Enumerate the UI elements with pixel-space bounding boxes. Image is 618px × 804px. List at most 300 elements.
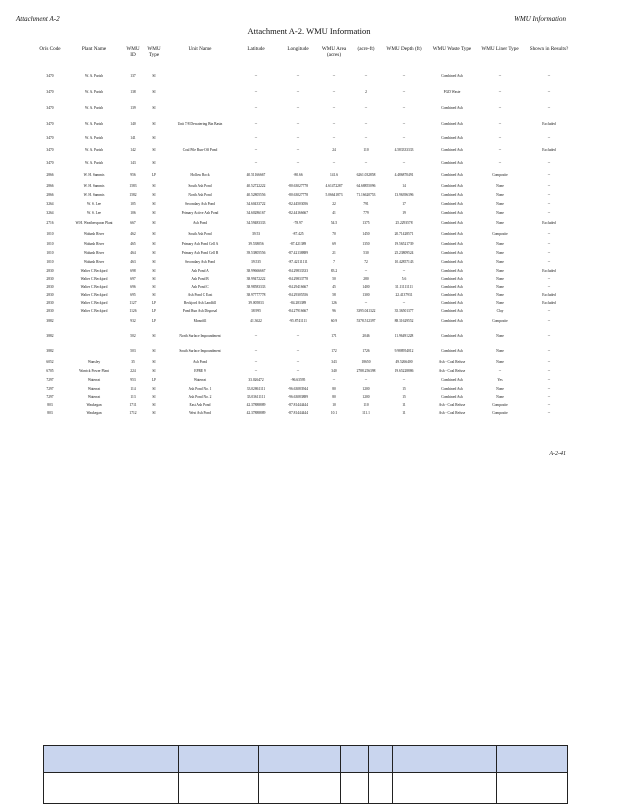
table-row [34, 275, 578, 283]
table-cell: Ash Pond No. 1 [188, 387, 212, 391]
table-cell: 2788.256398 [356, 369, 376, 373]
table-cell: 4.486870491 [394, 173, 414, 177]
table-cell [66, 327, 122, 345]
table-cell: SI [152, 121, 156, 126]
table-cell: SI [152, 349, 156, 353]
table-cell: Clay [496, 309, 504, 313]
table-row [34, 68, 578, 84]
table-cell: -- [254, 136, 258, 140]
table-cell: Ash - Coal Refuse [438, 403, 466, 407]
table-cell: South Surface Impoundment [179, 349, 221, 353]
table-cell: Excluded [542, 148, 556, 152]
table-cell: -- [332, 90, 336, 94]
table-cell: None [496, 268, 504, 273]
table-cell: W. A. Parish [84, 90, 104, 94]
table-cell: 3470 [46, 105, 54, 110]
table-cell: W. H. Sammis [83, 192, 105, 197]
table-cell: 64.68855096 [356, 183, 376, 188]
table-cell: 465 [130, 241, 136, 246]
table-cell: -- [547, 183, 551, 188]
table-cell: -87.81444444 [287, 411, 309, 415]
table-cell: 1126 [129, 309, 137, 313]
table-cell: 34.59483333 [246, 221, 266, 225]
table-cell: -- [547, 74, 551, 78]
table-cell: 9.988954012 [394, 349, 414, 353]
table-cell: 956 [130, 173, 136, 177]
table-cell: Ash Pond C East [187, 293, 213, 297]
table-cell: -87.81444444 [287, 403, 309, 407]
table-cell: Combined Ash [441, 201, 463, 206]
table-cell: -- [547, 369, 551, 373]
table-cell: 38.98583333 [246, 285, 266, 289]
table-cell: -95.8741111 [289, 319, 307, 323]
table-cell: 34.60433722 [246, 201, 266, 206]
table-cell: 3264 [46, 201, 54, 206]
table-row [34, 132, 578, 144]
table-cell: -- [547, 210, 551, 215]
table-cell: 3470 [46, 90, 54, 94]
table-cell: -- [296, 136, 300, 140]
table-cell: 39.53805556 [246, 250, 266, 255]
table-cell: 4.61472287 [325, 183, 343, 188]
table-cell: 106 [130, 210, 136, 215]
table-cell: -- [547, 360, 551, 364]
bottom-cell [393, 773, 497, 804]
table-cell: 2716 [46, 221, 54, 225]
table-cell: 503 [130, 349, 136, 353]
table-cell: -- [364, 74, 368, 78]
table-cell: -- [332, 378, 336, 382]
table-cell: Combined Ash [441, 349, 463, 353]
table-cell: 111.1 [362, 411, 370, 415]
table-cell: 2866 [46, 183, 54, 188]
table-cell: 3470 [46, 74, 54, 78]
table-cell: None [496, 277, 504, 281]
table-cell: Walter C Beckjord [80, 277, 108, 281]
table-cell: 39.538056 [248, 241, 264, 246]
table-cell: 2830 [46, 293, 54, 297]
table-row [34, 208, 578, 217]
table-cell: 3470 [46, 148, 54, 152]
running-header-left: Attachment A-2 [16, 15, 60, 23]
table-cell: 1010 [46, 250, 54, 255]
table-cell: 1726 [362, 349, 370, 353]
table-cell: Composite [492, 319, 508, 323]
table-cell: FGD Waste [443, 90, 461, 94]
table-cell: 3470 [46, 121, 54, 126]
table-cell: Combined Ash [441, 277, 463, 281]
table-cell: Walter C Beckjord [80, 293, 108, 297]
table-cell: SI [152, 136, 156, 140]
table-row [34, 357, 578, 367]
table-cell: 38.99666667 [246, 268, 266, 273]
table-cell: W. A. Parish [84, 148, 104, 152]
table-cell: Combined Ash [441, 241, 463, 246]
table-cell: -96.63083889 [287, 395, 309, 399]
table-cell: 4.583333333 [394, 148, 414, 152]
table-cell: None [496, 250, 504, 255]
table-cell: Primary Active Ash Pond [181, 210, 219, 215]
table-cell: 38.99472222 [246, 277, 266, 281]
table-cell: -82.44166667 [287, 210, 309, 215]
table-cell [164, 132, 236, 144]
table-cell [164, 68, 236, 84]
table-cell: 69 [332, 241, 336, 246]
table-cell: 280 [363, 277, 369, 281]
table-cell: -- [547, 395, 551, 399]
table-cell: -96.63083944 [287, 387, 309, 391]
table-cell: Combined Ash [441, 121, 463, 126]
table-row [34, 239, 578, 248]
table-cell: Yes [497, 378, 503, 382]
table-cell: Ash Pond B [191, 277, 209, 281]
table-cell: 1400 [362, 285, 370, 289]
table-cell: 138 [130, 90, 136, 94]
table-cell: 38.995 [251, 309, 261, 313]
table-row [34, 84, 578, 100]
table-cell: None [496, 192, 504, 197]
table-cell: -- [332, 121, 336, 126]
table-cell: -- [547, 349, 551, 353]
table-cell: SI [152, 74, 156, 78]
table-cell: 58 [332, 293, 336, 297]
table-cell: 110 [363, 148, 369, 152]
table-cell: 6052 [46, 360, 54, 364]
column-header: WMU Type [147, 46, 161, 58]
table-cell: 22 [332, 201, 336, 206]
table-cell: Wabash River [83, 259, 105, 264]
table-cell: -- [498, 74, 502, 78]
table-cell: -- [547, 90, 551, 94]
table-cell: SI [152, 241, 156, 246]
table-cell: 5.6 [401, 277, 407, 281]
table-cell: -87.42138889 [287, 250, 309, 255]
table-cell: 15 [402, 395, 406, 399]
table-cell: 1582 [129, 192, 137, 197]
table-cell: Excluded [542, 268, 556, 273]
table-cell: 105 [130, 201, 136, 206]
table-cell: -- [498, 148, 502, 152]
bottom-cell [44, 773, 179, 804]
table-cell: 5.06641873 [325, 192, 343, 197]
table-row [34, 327, 578, 345]
bottom-cell [497, 773, 568, 804]
table-cell: -- [364, 160, 368, 165]
table-row [34, 190, 578, 199]
table-cell: 33.03611111 [246, 395, 266, 399]
page-title: Attachment A-2. WMU Information [247, 26, 371, 36]
table-cell: -84.29833778 [287, 277, 309, 281]
table-cell: Waterrat [87, 395, 101, 399]
table-cell: Beckjord Ash Landfill [183, 301, 217, 305]
table-body [34, 68, 578, 417]
table-cell: 35.36501377 [394, 309, 414, 313]
table-cell: Ash - Coal Refuse [438, 369, 466, 373]
table-cell: 21 [332, 250, 336, 255]
table-cell: Combined Ash [441, 183, 463, 188]
table-cell: 2830 [46, 309, 54, 313]
table-row [34, 144, 578, 156]
running-header-right: WMU Information [514, 15, 566, 23]
column-header: WMU Depth (ft) [386, 46, 422, 52]
table-cell: Combined Ash [441, 309, 463, 313]
table-cell: Combined Ash [441, 395, 463, 399]
table-cell: None [496, 395, 504, 399]
table-cell: None [496, 301, 504, 305]
table-cell: 1010 [46, 259, 54, 264]
table-cell: 18650 [361, 360, 371, 364]
table-cell: 1200 [362, 395, 370, 399]
table-cell: 96 [332, 309, 336, 313]
table-cell: Pond Run Ash Disposal [182, 309, 218, 313]
table-cell: 3882 [46, 349, 54, 353]
table-cell: -- [296, 148, 300, 152]
table-cell: 139 [130, 105, 136, 110]
table-cell: LF [151, 301, 157, 305]
table-cell: 7 [333, 259, 335, 264]
table-cell: -- [547, 160, 551, 165]
table-cell: 6261.032858 [356, 173, 376, 177]
table-cell: 1010 [46, 241, 54, 246]
table-cell: -- [547, 309, 551, 313]
table-cell [66, 345, 122, 357]
table-cell: -- [498, 121, 502, 126]
table-cell: SI [152, 221, 156, 225]
table-cell: -- [254, 334, 258, 338]
table-cell: Walter C Beckjord [80, 285, 108, 289]
table-cell: SI [152, 148, 156, 152]
column-header: (acre-ft) [357, 46, 375, 52]
table-row [34, 315, 578, 327]
table-cell: SI [152, 201, 156, 206]
table-cell: SI [152, 387, 156, 391]
table-cell: 19 [402, 210, 406, 215]
table-cell: 88.31629552 [394, 319, 414, 323]
table-cell: Ash Pond C [191, 285, 209, 289]
table-cell: Secondary Ash Pond [185, 259, 215, 264]
table-cell: SI [152, 334, 156, 338]
table-row [34, 385, 578, 393]
table-cell: South Ash Pond [188, 232, 212, 236]
table-cell: -- [254, 90, 258, 94]
table-cell: Combined Ash [441, 301, 463, 305]
table-cell: SI [152, 285, 156, 289]
table-cell: -- [254, 349, 258, 353]
bottom-cell [341, 773, 369, 804]
table-cell: -- [364, 378, 368, 382]
table-row [34, 181, 578, 190]
table-cell [66, 315, 122, 327]
table-cell: 2830 [46, 301, 54, 305]
table-cell: -- [254, 121, 258, 126]
table-cell: Primary Ash Pond Cell B [181, 250, 219, 255]
table-cell: Secondary Ash Pond [185, 201, 215, 206]
table-cell: W. S. Lee [86, 201, 102, 206]
table-cell: -- [254, 369, 258, 373]
table-cell: 695 [130, 293, 136, 297]
table-row [34, 375, 578, 385]
table-cell: Ash - Coal Refuse [438, 411, 466, 415]
table-cell: 114 [130, 387, 136, 391]
table-cell: 10 [332, 403, 336, 407]
table-row [34, 291, 578, 299]
table-cell: 698 [130, 268, 136, 273]
table-cell: Waterrat [87, 387, 101, 391]
table-cell: Unit 7/8 Dewatering Bin Basin [177, 121, 223, 126]
table-cell: 10.42857143 [394, 259, 414, 264]
table-cell: -- [364, 268, 368, 273]
table-cell: 39.535 [251, 259, 261, 264]
table-cell: -- [296, 160, 300, 165]
table-cell: LF [151, 309, 157, 313]
bottom-header-cell [259, 746, 341, 773]
column-header: Latitude [247, 46, 265, 52]
table-cell: Excluded [542, 221, 556, 225]
table-cell: SI [152, 277, 156, 281]
table-cell: -- [498, 136, 502, 140]
table-cell: Combined Ash [441, 250, 463, 255]
table-cell: -- [332, 74, 336, 78]
table-row [34, 266, 578, 275]
table-row [34, 345, 578, 357]
table-cell: None [496, 210, 504, 215]
table-cell: -87.425 [292, 232, 304, 236]
table-cell: LF [151, 378, 157, 382]
table-cell: SI [152, 259, 156, 264]
table-cell: SI [152, 250, 156, 255]
table-cell: 171 [331, 334, 337, 338]
table-cell: -87.421389 [289, 241, 307, 246]
table-row [34, 199, 578, 208]
table-cell: Waterrat [193, 378, 207, 382]
table-cell: None [496, 360, 504, 364]
table-cell: 80 [332, 395, 336, 399]
table-cell: Combined Ash [441, 387, 463, 391]
table-cell: -- [547, 403, 551, 407]
table-cell: -- [332, 105, 336, 110]
table-cell: -80.63027778 [287, 192, 309, 197]
table-cell: -84.29833333 [287, 268, 309, 273]
bottom-cell [259, 773, 341, 804]
bottom-header-row [44, 746, 568, 773]
table-cell: 7297 [46, 378, 54, 382]
table-cell: 953 [130, 378, 136, 382]
table-row [34, 248, 578, 257]
table-row [34, 257, 578, 266]
table-cell: Ash - Coal Refuse [438, 360, 466, 364]
table-row [34, 401, 578, 409]
table-cell: -- [547, 277, 551, 281]
table-cell: 343 [331, 360, 337, 364]
table-cell: 19.56521739 [394, 241, 414, 246]
table-cell: SI [152, 183, 156, 188]
table-cell: -- [296, 334, 300, 338]
table-cell: Warrick Power Plant [79, 369, 109, 373]
table-cell: Combined Ash [441, 148, 463, 152]
table-cell: Waterrat [87, 378, 101, 382]
table-cell: Wabash River [83, 241, 105, 246]
table-cell: Excluded [542, 121, 556, 126]
table-cell: W. A. Parish [84, 121, 104, 126]
table-cell: 110 [363, 403, 369, 407]
table-cell: None [496, 183, 504, 188]
table-cell: Combined Ash [441, 319, 463, 323]
table-cell: 3470 [46, 160, 54, 165]
table-cell: None [496, 293, 504, 297]
table-row [34, 299, 578, 307]
column-header: Longitude [287, 46, 309, 52]
table-cell: Wansley [87, 360, 101, 364]
table-cell: 20.71428571 [394, 232, 414, 236]
table-cell: 1200 [362, 387, 370, 391]
page-number: A-2-41 [549, 451, 566, 457]
table-cell: 5378.512397 [356, 319, 376, 323]
table-cell: 172 [331, 349, 337, 353]
table-cell: 38.97777778 [246, 293, 266, 297]
table-cell: 39.53 [251, 232, 261, 236]
table-row [34, 393, 578, 401]
wmu-table [34, 46, 578, 417]
table-cell: 464 [130, 250, 136, 255]
table-cell: SI [152, 160, 156, 165]
table-cell: -- [547, 378, 551, 382]
table-cell: -- [402, 121, 406, 126]
table-cell: None [496, 334, 504, 338]
table-cell: 2830 [46, 268, 54, 273]
table-cell: W. A. Parish [84, 74, 104, 78]
table-cell: Composite [492, 173, 508, 177]
bottom-header-cell [497, 746, 568, 773]
table-cell: 42.37888889 [246, 403, 266, 407]
table-cell: 113 [130, 395, 136, 399]
table-cell: -- [296, 360, 300, 364]
table-cell: 80 [332, 387, 336, 391]
table-cell: W. S. Lee [86, 210, 102, 215]
table-cell: -87.42111111 [288, 259, 308, 264]
table-cell: South Ash Pond [188, 183, 212, 188]
bottom-header-cell [179, 746, 259, 773]
bottom-header-cell [341, 746, 369, 773]
table-cell: -- [254, 105, 258, 110]
table-row [34, 367, 578, 375]
table-cell: 1010 [46, 232, 54, 236]
table-cell: SI [152, 210, 156, 215]
table-cell: Combined Ash [441, 136, 463, 140]
table-cell: 3264 [46, 210, 54, 215]
table-cell: 45 [332, 285, 336, 289]
table-cell: -- [254, 360, 258, 364]
table-cell: 2830 [46, 285, 54, 289]
table-cell: 1375 [362, 221, 370, 225]
table-cell: 1127 [129, 301, 137, 305]
table-cell: 126 [331, 301, 337, 305]
table-cell: 2046 [362, 334, 370, 338]
table-cell: 50 [332, 277, 336, 281]
table-cell: -- [402, 160, 406, 165]
table-cell: -- [332, 160, 336, 165]
table-cell: 33.02861111 [246, 387, 266, 391]
table-cell: 142 [130, 148, 136, 152]
table-cell: -- [547, 250, 551, 255]
table-cell: Ash Pond No. 2 [188, 395, 212, 399]
table-cell: W. H. Sammis [83, 173, 105, 177]
table-cell: 2830 [46, 277, 54, 281]
table-cell: East Ash Pond [189, 403, 211, 407]
table-cell: -- [402, 74, 406, 78]
table-cell: 462 [130, 232, 136, 236]
table-cell: -82.44503056 [287, 201, 309, 206]
table-cell: 3882 [46, 319, 54, 323]
